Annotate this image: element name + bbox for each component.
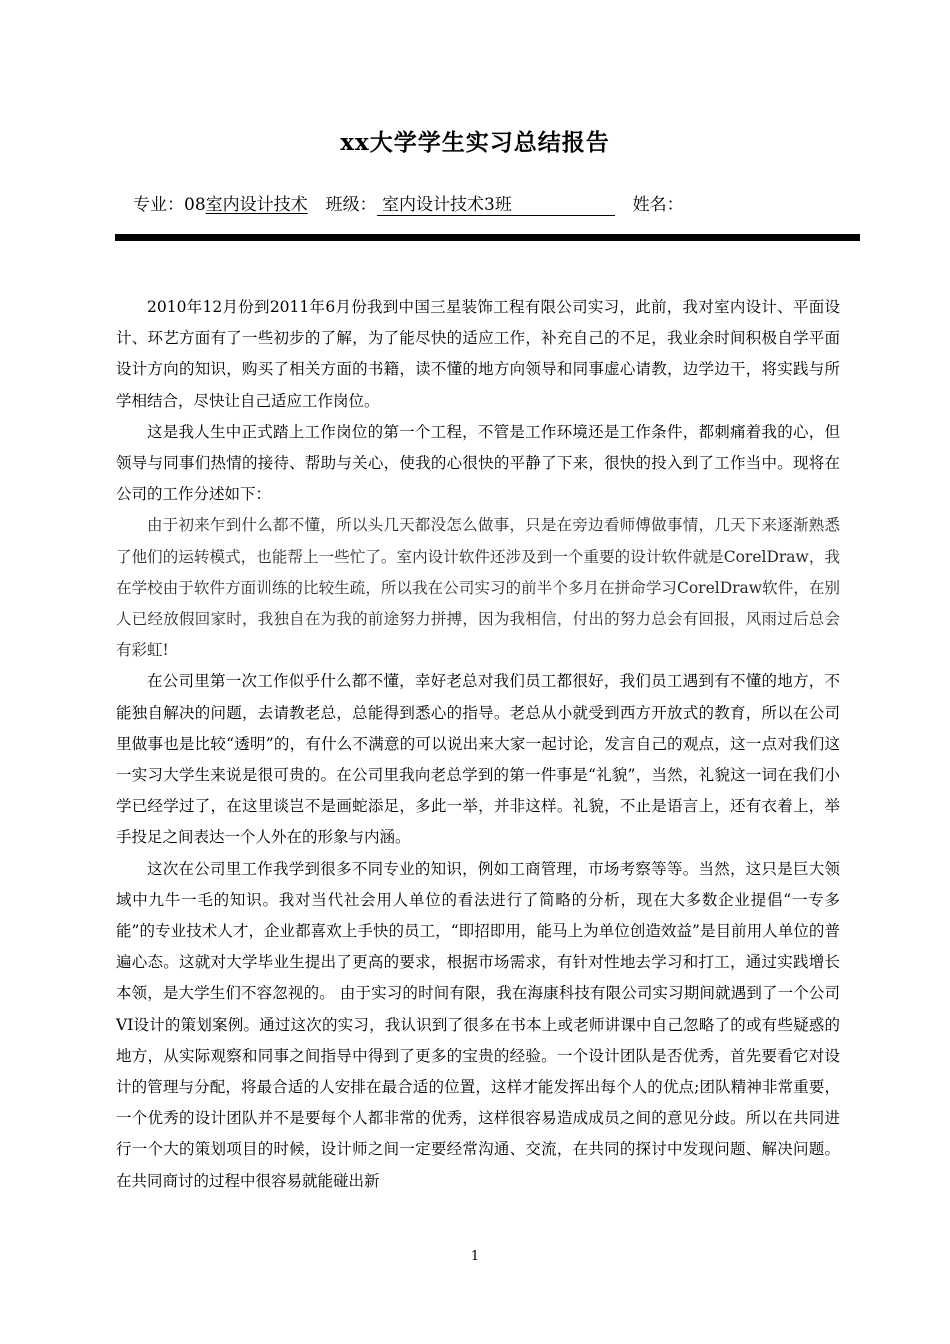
major-value: 室内设计技术 (205, 195, 308, 215)
report-body (116, 292, 840, 1197)
header-divider (115, 234, 860, 241)
class-value-field (377, 195, 615, 216)
paragraph-3: 由于初来乍到什么都不懂，所以头几天都没怎么做事，只是在旁边看师傅做事情，几天下来逐渐熟悉了他们的运转模式，也能帮上一些忙了。室内设计软件还涉及到一个重要的设计软件就是CorelDraw，我在学校由于软件方面训练的比较生疏，所以我在公司实习的前半个多月在拼命学习CorelDraw软件，在别人已经放假回家时，我独自在为我的前途努力拼搏，因为我相信，付出的努力总会有回报，风雨过后总会有彩虹! (116, 516, 840, 660)
student-info-line (133, 190, 684, 216)
paragraph-2: 这是我人生中正式踏上工作岗位的第一个工程，不管是工作环境还是工作条件，都刺痛着我的心，但领导与同事们热情的接待、帮助与关心，使我的心很快的平静了下来，很快的投入到了工作当中。现将在公司的工作分述如下： (116, 422, 840, 504)
paragraph-5: 这次在公司里工作我学到很多不同专业的知识，例如工商管理，市场考察等等。当然，这只是巨大领域中九牛一毛的知识。我对当代社会用人单位的看法进行了简略的分析，现在大多数企业提倡“一专多能”的专业技术人才，企业都喜欢上手快的员工，“即招即用，能马上为单位创造效益”是目前用人单位的普遍心态。这就对大学毕业生提出了更高的要求，根据市场需求，有针对性地去学习和打工，通过实践增长本领，是大学生们不容忽视的。 由于实习的时间有限，我在海康科技有限公司实习期间就遇到了一个公司VI设计的策划案例。通过这次的实习，我认识到了很多在书本上或老师讲课中自己忽略了的或有些疑惑的地方，从实际观察和同事之间指导中得到了更多的宝贵的经验。一个设计团队是否优秀，首先要看它对设计的管理与分配，将最合适的人安排在最合适的位置，这样才能发挥出每个人的优点;团队精神非常重要，一个优秀的设计团队并不是要每个人都非常的优秀，这样很容易造成成员之间的意见分歧。所以在共同进行一个大的策划项目的时候，设计师之间一定要经常沟通、交流，在共同的探讨中发现问题、解决问题。在共同商讨的过程中很容易就能碰出新 (116, 859, 840, 1190)
page-number: 1 (470, 1249, 480, 1264)
class-value: 室内设计技术3班 (382, 195, 512, 215)
class-label: 班级： (325, 195, 377, 215)
document-title: xx大学学生实习总结报告 (340, 129, 610, 156)
paragraph-4: 在公司里第一次工作似乎什么都不懂，幸好老总对我们员工都很好，我们员工遇到有不懂的地方，不能独自解决的问题，去请教老总，总能得到悉心的指导。老总从小就受到西方开放式的教育，所以在公司里做事也是比较“透明”的，有什么不满意的可以说出来大家一起讨论，发言自己的观点，这一点对我们这一实习大学生来说是很可贵的。在公司里我向老总学到的第一件事是“礼貌”，当然，礼貌这一词在我们小学已经学过了，在这里谈岂不是画蛇添足，多此一举，并非这样。礼貌，不止是语言上，还有衣着上，举手投足之间表达一个人外在的形象与内涵。 (116, 672, 840, 847)
major-label: 专业：08 (133, 195, 206, 215)
paragraph-1: 2010年12月份到2011年6月份我到中国三星装饰工程有限公司实习，此前，我对室内设计、平面设计、环艺方面有了一些初步的了解，为了能尽快的适应工作，补充自己的不足，我业余时间积极自学平面设计方向的知识，购买了相关方面的书籍，读不懂的地方向领导和同事虚心请教，边学边干，将实践与所学相结合，尽快让自己适应工作岗位。 (116, 298, 840, 410)
name-label: 姓名： (632, 195, 684, 215)
